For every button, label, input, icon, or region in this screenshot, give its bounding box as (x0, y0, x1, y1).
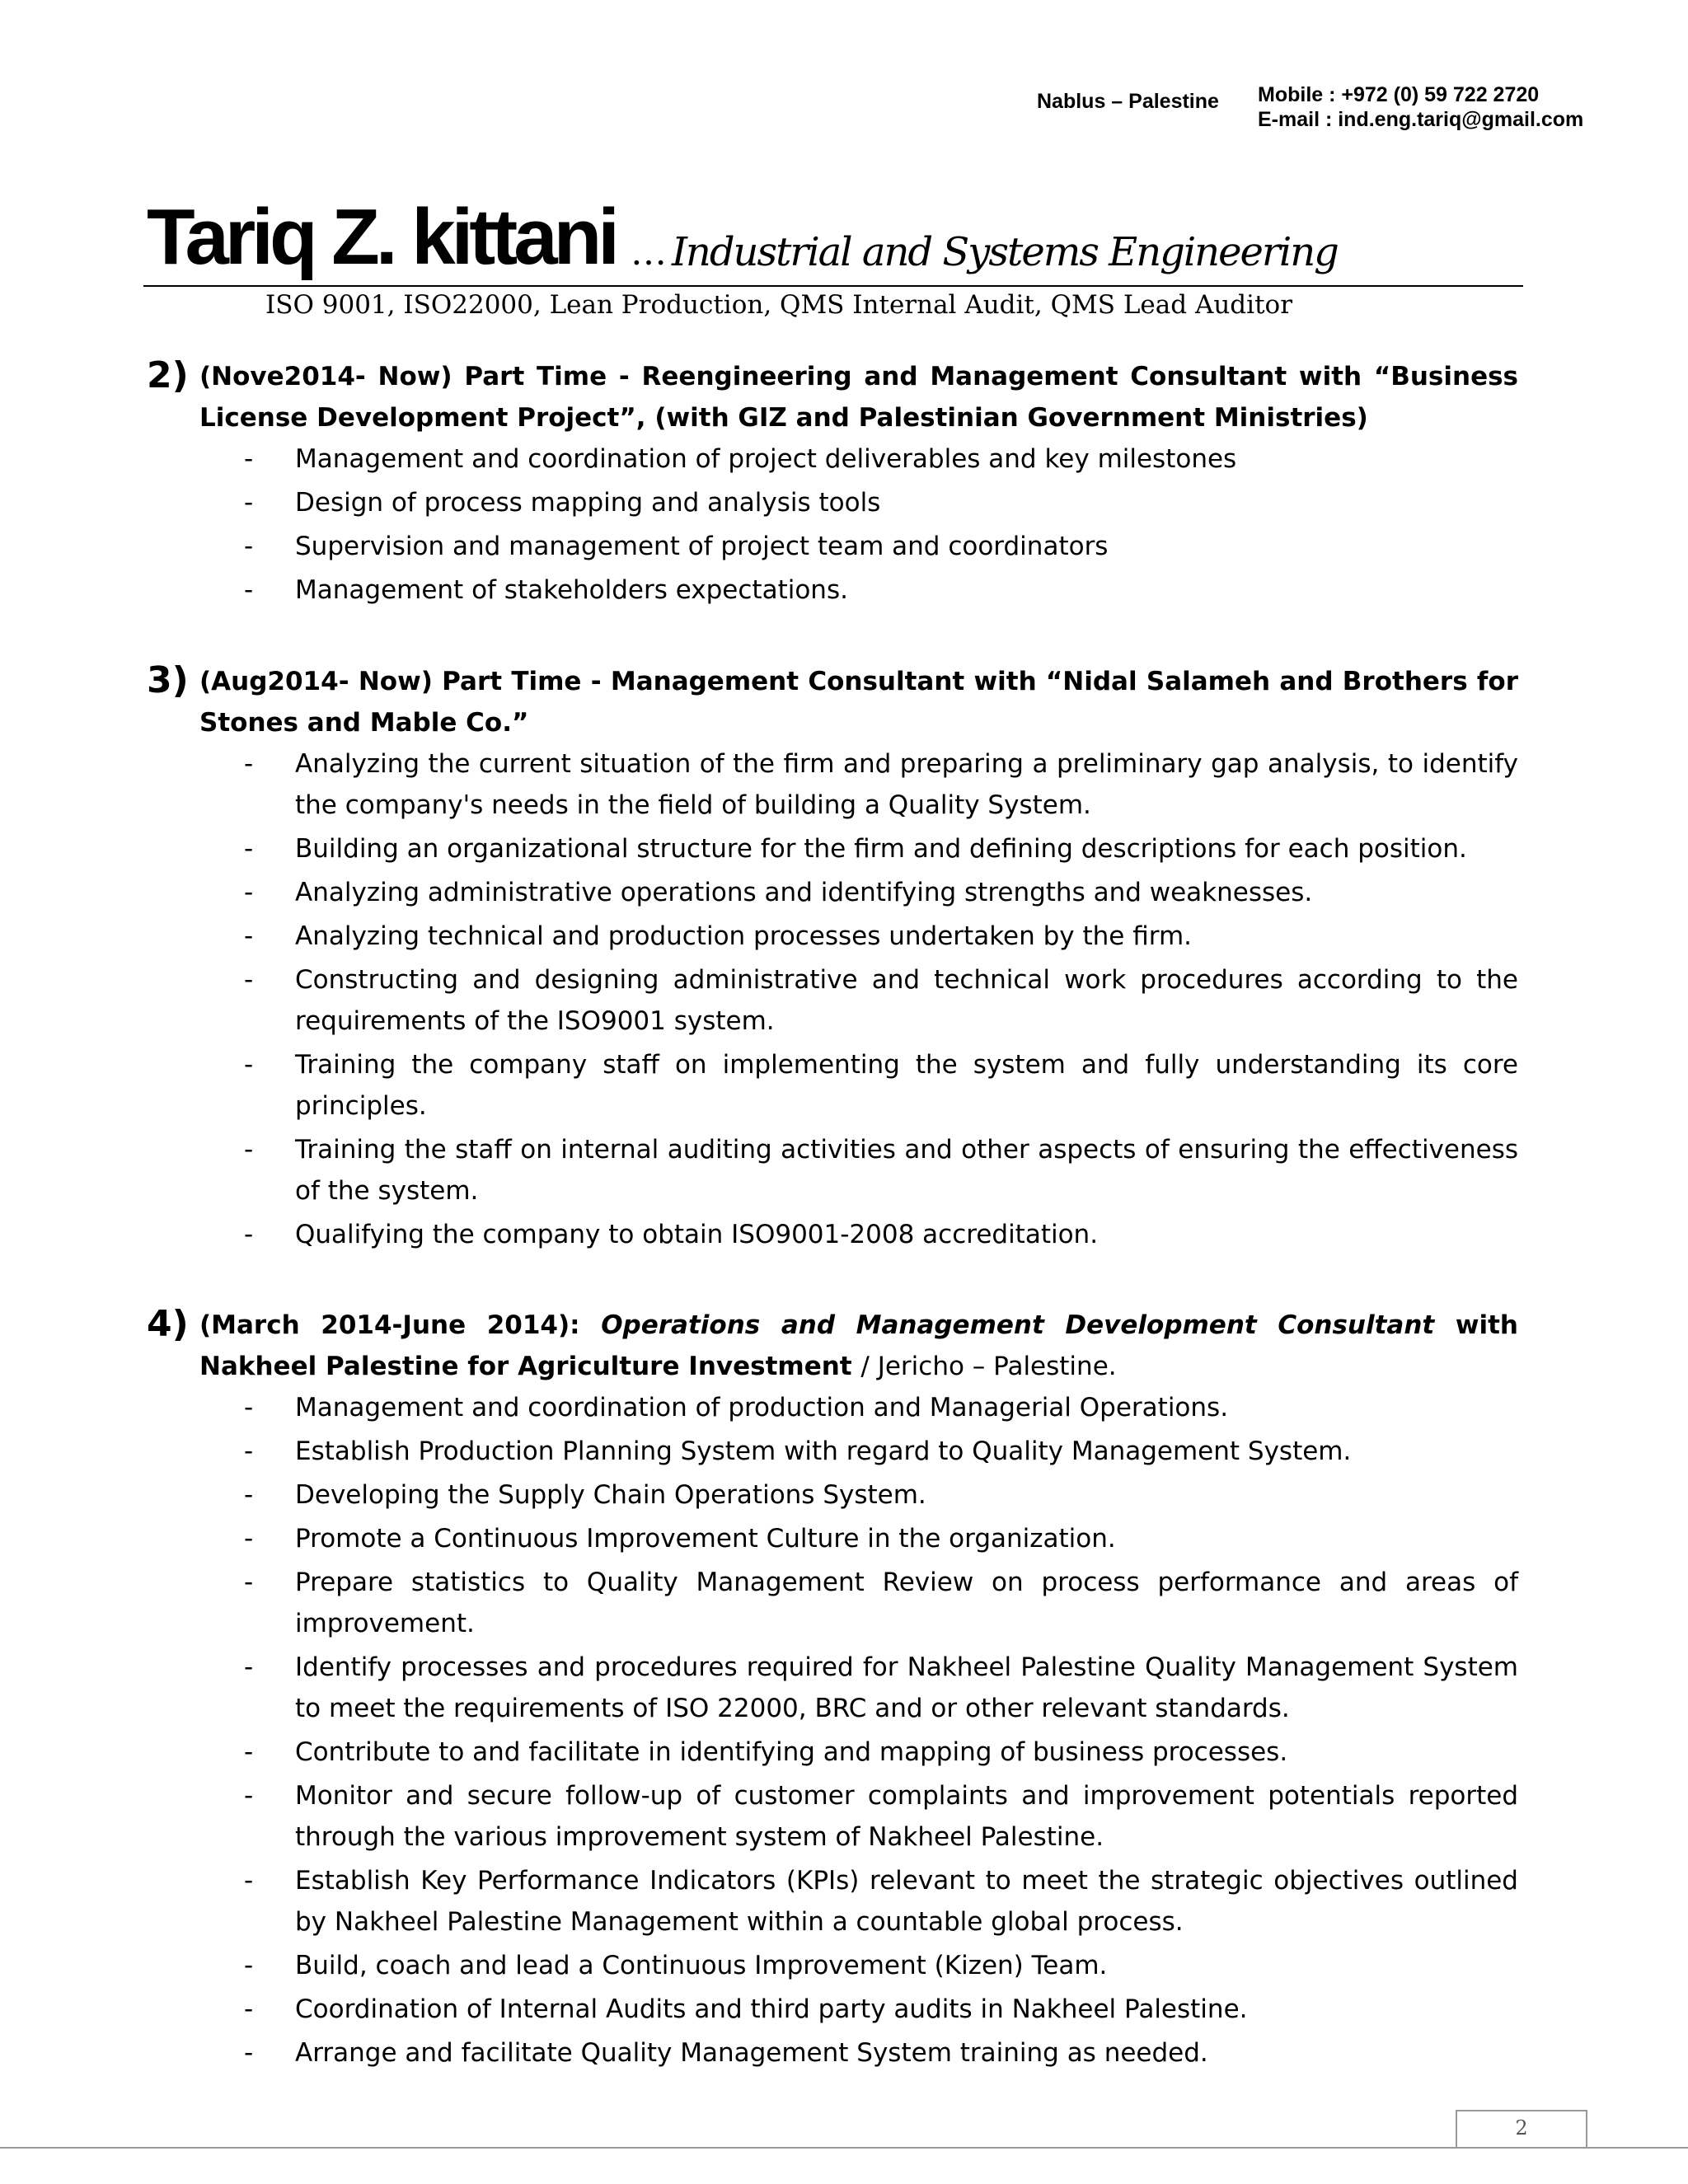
person-name: Tariq Z. kittani (147, 193, 616, 281)
section-place: / Jericho – Palestine. (860, 1352, 1117, 1381)
section-number: 4) (147, 1303, 189, 1345)
list-item: - Developing the Supply Chain Operations System. (244, 1480, 926, 1510)
section-employer: with Nakheel Palestine for Agriculture Investment (199, 1310, 1518, 1381)
page-number: 2 (1456, 2110, 1587, 2148)
section-item-list (147, 1387, 1518, 2074)
list-item: - Analyzing administrative operations and identifying strengths and weaknesses. (244, 878, 1313, 907)
list-item: - Management of stakeholders expectations. (244, 575, 848, 605)
section-number: 2) (147, 354, 189, 396)
section-item-list (147, 438, 1518, 611)
section-item-list (147, 743, 1518, 1255)
list-item: - Management and coordination of production and Managerial Operations. (244, 1393, 1229, 1422)
section-heading: (Aug2014- Now) Part Time - Management Consultant with “Nidal Salameh and Brothers for Stones and Mable Co.” (199, 667, 1518, 738)
section-number: 3) (147, 659, 189, 701)
list-item: - Establish Production Planning System with regard to Quality Management System. (244, 1436, 1352, 1466)
certifications-line: ISO 9001, ISO22000, Lean Production, QMS Internal Audit, QMS Lead Auditor (265, 290, 1293, 320)
profession-title: Industrial and Systems Engineering (671, 229, 1338, 275)
name-separator: … (630, 232, 667, 274)
list-item: - Management and coordination of project deliverables and key milestones (244, 444, 1237, 474)
name-row (147, 193, 1338, 281)
list-item: - Training the staff on internal auditing activities and other aspects of ensuring the effectiveness of the system. (244, 1135, 1518, 1206)
contact-block (1258, 82, 1583, 132)
list-item: - Establish Key Performance Indicators (KPIs) relevant to meet the strategic objectives outlined by Nakheel Palestine Management within a countable global process. (244, 1866, 1518, 1937)
experience-section-2 (147, 356, 1518, 613)
list-item: - Monitor and secure follow-up of customer complaints and improvement potentials reported through the various improvement system of Nakheel Palestine. (244, 1781, 1518, 1852)
section-heading (199, 1305, 1518, 1387)
list-item: - Prepare statistics to Quality Management Review on process performance and areas of improvement. (244, 1568, 1518, 1638)
list-item: - Promote a Continuous Improvement Culture in the organization. (244, 1524, 1116, 1554)
list-item: - Analyzing technical and production processes undertaken by the firm. (244, 921, 1192, 951)
section-role: Operations and Management Development Consultant (601, 1310, 1435, 1340)
email-text: E-mail : ind.eng.tariq@gmail.com (1258, 108, 1584, 131)
list-item: - Coordination of Internal Audits and third party audits in Nakheel Palestine. (244, 1994, 1248, 2024)
list-item: - Qualifying the company to obtain ISO9001-2008 accreditation. (244, 1220, 1099, 1249)
list-item: - Constructing and designing administrative and technical work procedures according to the requirements of the ISO9001 system. (244, 965, 1518, 1036)
section-heading: (Nove2014- Now) Part Time - Reengineering and Management Consultant with “Business License Development Project”, (with GIZ and Palestinian Government Ministries) (199, 362, 1518, 433)
experience-section-4 (147, 1305, 1518, 2076)
list-item: - Contribute to and facilitate in identifying and mapping of business processes. (244, 1737, 1288, 1767)
mobile-text: Mobile : +972 (0) 59 722 2720 (1258, 83, 1540, 106)
location-text: Nablus – Palestine (1037, 90, 1219, 113)
list-item: - Analyzing the current situation of the firm and preparing a preliminary gap analysis, to identify the company's needs in the field of building a Quality System. (244, 749, 1518, 820)
list-item: - Training the company staff on implementing the system and fully understanding its core principles. (244, 1050, 1518, 1121)
section-dates: (March 2014-June 2014): (199, 1310, 580, 1340)
list-item: - Identify processes and procedures required for Nakheel Palestine Quality Management System to meet the requirements of ISO 22000, BRC and or other relevant standards. (244, 1652, 1518, 1723)
list-item: - Arrange and facilitate Quality Management System training as needed. (244, 2038, 1208, 2068)
list-item: - Building an organizational structure for the firm and defining descriptions for each position. (244, 834, 1467, 864)
list-item: - Design of process mapping and analysis tools (244, 488, 881, 518)
footer-rule (0, 2147, 1688, 2149)
list-item: - Build, coach and lead a Continuous Improvement (Kizen) Team. (244, 1951, 1108, 1980)
experience-section-3 (147, 661, 1518, 1258)
list-item: - Supervision and management of project team and coordinators (244, 532, 1109, 561)
